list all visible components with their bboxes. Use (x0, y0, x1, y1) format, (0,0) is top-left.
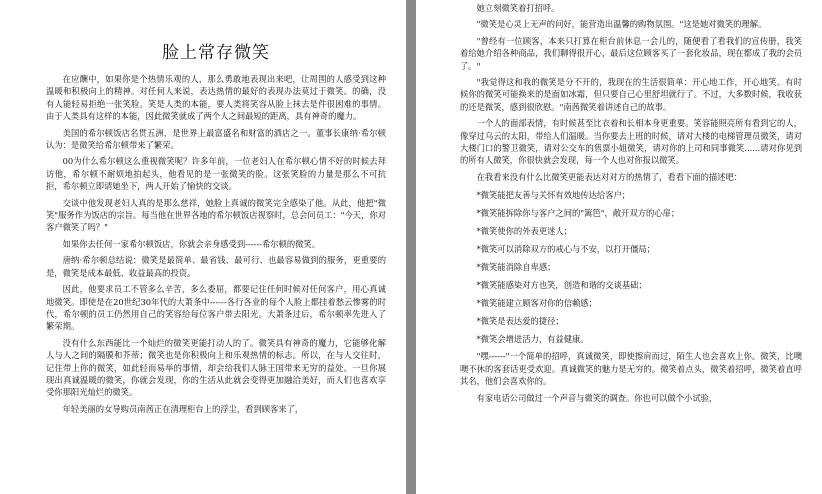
paragraph: 在我看来没有什么比微笑更能表达对对方的热情了，看看下面的描述吧： (476, 171, 743, 182)
list-item: *微笑使你的外表更迷人； (476, 226, 573, 237)
paragraph: 唐纳·希尔顿总结说：微笑是最简单、最省钱、最可行、也最容易做到的服务，更重要的是，微笑是成本最低、收益最高的投资。 (46, 255, 386, 278)
list-item: *微笑能建立顾客对你的信赖感； (476, 297, 597, 308)
paragraph: "曾经有一位顾客，本来只打算在柜台前休息一会儿的，随便看了看我们的宣传册，我笑着给她介绍各种商品，我们聊得很开心，最后这位顾客买了一套化妆品，现在都成了我的会员了。" (460, 35, 802, 71)
paragraph: 因此，他要求员工不管多么辛苦，多么委屈，都要记住任何时候对任何客户，用心真诚地微笑。即使是在20世纪30年代的大萧条中------各行各业的每个人脸上都挂着愁云惨雾的时代，希尔顿的员工仍然用自己的笑容给每位客户带去阳光。大萧条过后，希尔顿率先进入了繁荣期。 (46, 284, 386, 332)
list-item: *微笑可以消除双方的戒心与不安，以打开僵局； (476, 244, 655, 254)
paragraph: 美国的希尔顿饭店名贯五洲，是世界上最富盛名和财富的酒店之一。董事长康纳·希尔顿认为：是微笑给希尔顿带来了繁荣。 (46, 127, 386, 151)
right-page (416, 0, 822, 494)
list-item: *微笑能拆除你与客户之间的"篱笆"，敞开双方的心扉； (476, 208, 680, 219)
list-item: *微笑是表达爱的捷径； (476, 315, 564, 326)
paragraph: 在应酬中，如果你是个热情乐观的人，那么勇敢地表现出来吧，让周围的人感受到这种温暖和积极向上的精神。对任何人来说，表达热情的最好的表现办法莫过于微笑。的确，没有人能轻易拒绝一张笑脸。笑是人类的本能，要人类将笑容从脸上抹去是件很困难的事情。由于人类具有这样的本能，因此微笑就成了两个人之间最短的距离，具有神奇的魔力。 (46, 74, 386, 122)
document-title: 脸上常存微笑 (162, 43, 270, 63)
list-item: *微笑能感染对方也笑，创造和谐的交谈基础； (476, 279, 647, 290)
paragraph: 如果你去任何一家希尔顿饭店，你就会亲身感受到------希尔顿的微笑。 (62, 238, 321, 249)
list-item: *微笑能消除自卑感； (476, 261, 556, 272)
paragraph: 一个人的面部表情，有时候甚至比衣着和长相本身更重要。笑容能照亮所有看到它的人，像穿过乌云的太阳，带给人们温暖。当你要去上班的时候，请对大楼的电梯管理员微笑，请对大楼门口的警卫微笑，请对公交车的售票小姐微笑，请对你的上司和同事微笑......请对你见到的所有人微笑，你很快就会发现，每一个人也对你报以微笑。 (460, 118, 802, 166)
paragraph: 交谈中他发现老妇人真的是那么慈祥，她脸上真诚的微笑完全感染了他。从此，他把"微笑"服务作为饭店的宗旨。每当他在世界各地的希尔顿饭店视察时，总会问员工："今天，你对客户微笑了吗？" (46, 197, 386, 233)
paragraph: 有家电话公司做过一个声音与微笑的调查。你也可以做个小试验， (476, 392, 718, 403)
paragraph: "微笑是心灵上无声的问好，能营造出温馨的购物氛围。"这是她对微笑的理解。 (476, 19, 767, 30)
left-page (0, 0, 406, 494)
paragraph: 年轻美丽的女导购员南茜正在清理柜台上的浮尘，看到顾客来了， (62, 403, 304, 414)
list-item: *微笑能把友善与关怀有效地传达给客户； (476, 190, 631, 201)
list-item: *微笑会增进活力，有益健康。 (476, 333, 589, 344)
paragraph: 没有什么东西能比一个灿烂的微笑更能打动人的了。微笑具有神奇的魔力，它能够化解人与人之间的隔膜和芥蒂；微笑也是你积极向上和乐观热情的标志。所以，在与人交往时，记住带上你的微笑，如此轻而易举的事情，却会给我们人脉王国带来无穷的益处。一旦你展现出真诚温暖的微笑，你就会发现，你的生活从此就会变得更加融洽美好，而人们也喜欢享受你那阳光灿烂的微笑。 (46, 337, 386, 398)
paragraph: "嘿------"一个简单的招呼，真诚微笑，即使擦肩而过，陌生人也会喜欢上你。微笑，比噢噢不休的客套话更受欢迎。真诚微笑的魅力是无穷的。微笑着点头，微笑着招呼，微笑着直呼其名，他们会喜欢你的。 (460, 351, 802, 387)
paragraph: "我觉得这和我的微笑是分不开的，我现在的生活很简单：开心地工作，开心地笑。有时候你的微笑可能换来的是面如冰霜，但只要自己心里舒坦就行了。不过，大多数时候，我收获的还是微笑，感到很欣慰。"南茜微笑着讲述自己的故事。 (460, 77, 802, 112)
paragraph: 00为什么希尔顿这么重视微笑呢？许多年前，一位老妇人在希尔顿心情不好的时候去拜访他，希尔顿不耐烦地拍起头，他看见的是一张微笑的脸。这张笑脸的力量是那么不可抗拒，希尔顿立即请她坐下，两人开始了愉快的交谈。 (46, 156, 386, 192)
paragraph: 她立刻微笑着打招呼。 (476, 3, 560, 13)
